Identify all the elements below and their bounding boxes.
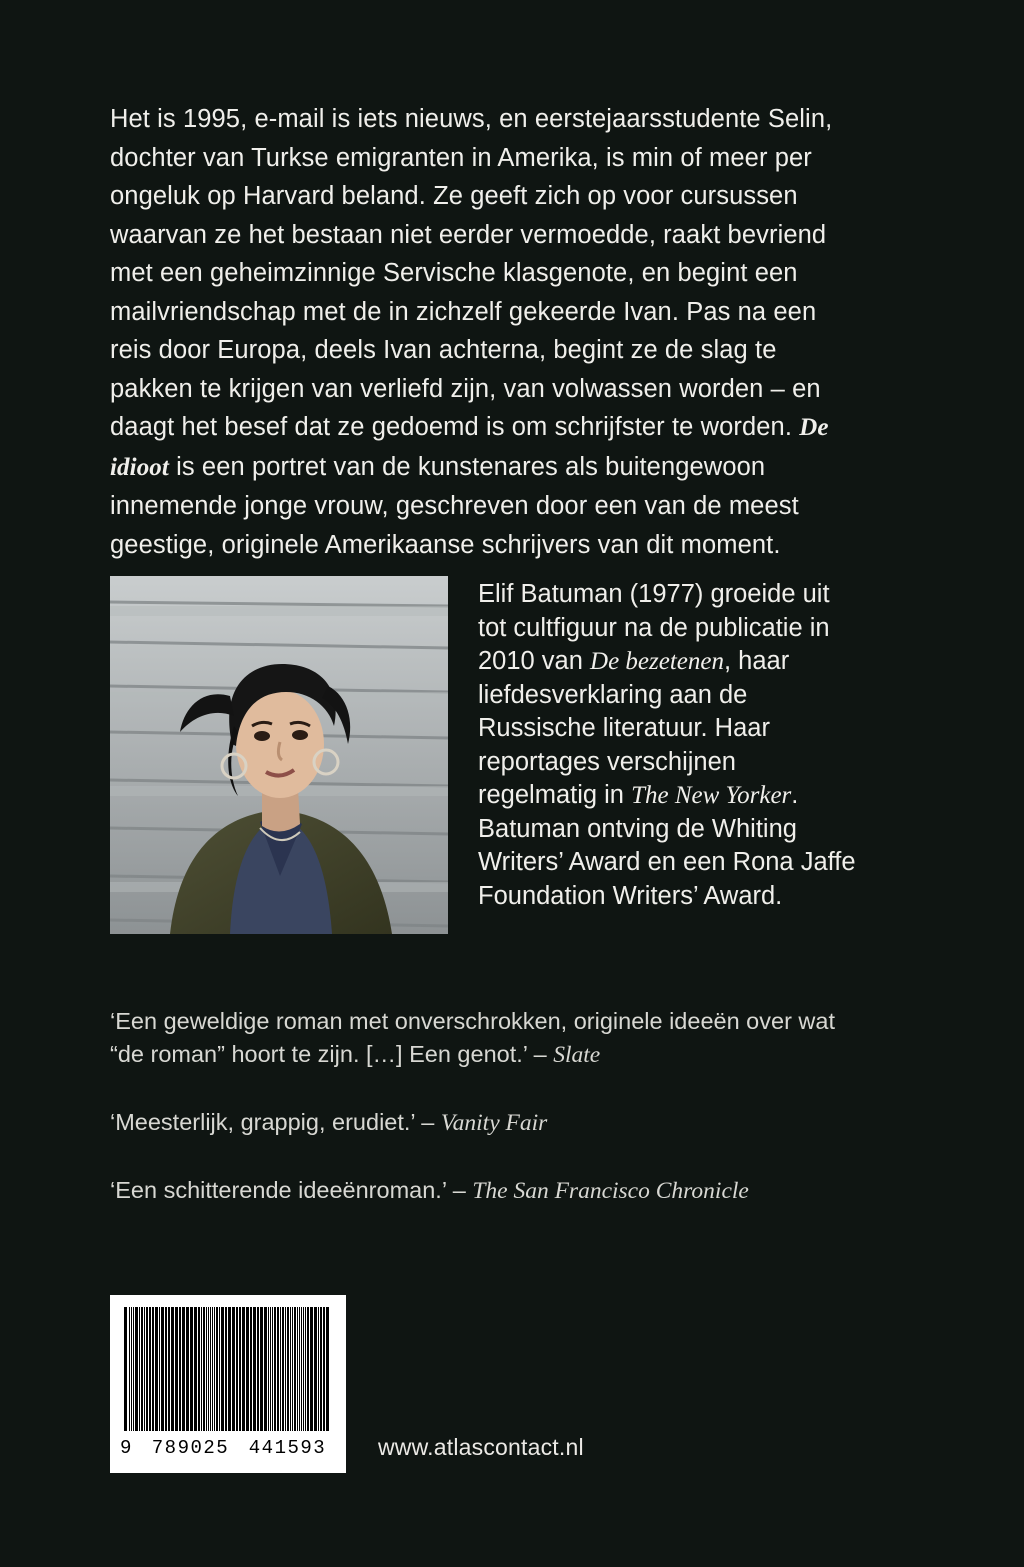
barcode-bar xyxy=(274,1307,276,1431)
quote-source: Vanity Fair xyxy=(440,1110,548,1136)
barcode-bar xyxy=(305,1307,306,1431)
quote-text: ‘Meesterlijk, grappig, erudiet.’ – xyxy=(110,1109,441,1135)
barcode-bar xyxy=(297,1307,298,1431)
barcode-bar xyxy=(216,1307,218,1431)
barcode-bar xyxy=(152,1307,154,1431)
barcode-bar xyxy=(232,1307,235,1431)
author-portrait-illustration xyxy=(110,576,448,934)
barcode-bar xyxy=(133,1307,134,1431)
barcode-bar xyxy=(198,1307,200,1431)
barcode-bar xyxy=(285,1307,286,1431)
barcode-bar xyxy=(246,1307,249,1431)
quote-text: ‘Een geweldige roman met onverschrokken, originele ideeën over wat “de roman” hoort te zijn. […] Een genot.’ – xyxy=(110,1008,835,1067)
quote-source: The San Francisco Chronicle xyxy=(472,1178,749,1204)
barcode-bar xyxy=(257,1307,259,1431)
barcode-bar xyxy=(146,1307,148,1431)
barcode-bar xyxy=(225,1307,227,1431)
barcode-bar xyxy=(301,1307,302,1431)
barcode-bar xyxy=(210,1307,211,1431)
barcode-bar xyxy=(141,1307,143,1431)
barcode-bar xyxy=(282,1307,284,1431)
barcode-bar xyxy=(190,1307,193,1431)
barcode-bar xyxy=(214,1307,215,1431)
barcode-bar xyxy=(307,1307,309,1431)
barcode-bar xyxy=(175,1307,178,1431)
barcode-bar xyxy=(131,1307,132,1431)
barcode-bar xyxy=(242,1307,245,1431)
author-bio xyxy=(478,578,858,913)
barcode-bar xyxy=(179,1307,181,1431)
barcode-bar xyxy=(277,1307,279,1431)
barcode-bar xyxy=(280,1307,281,1431)
author-bio-italic-title-1: De bezetenen xyxy=(590,648,724,675)
barcode-bar xyxy=(253,1307,256,1431)
quote-text: ‘Een schitterende ideeënroman.’ – xyxy=(110,1177,473,1203)
barcode-bar xyxy=(260,1307,263,1431)
barcode-bar xyxy=(186,1307,189,1431)
barcode-digits xyxy=(120,1433,336,1463)
barcode-bar xyxy=(239,1307,241,1431)
barcode-bar xyxy=(165,1307,167,1431)
barcode-bar xyxy=(139,1307,140,1431)
barcode-bar xyxy=(129,1307,130,1431)
barcode-bar xyxy=(270,1307,271,1431)
author-bio-italic-title-2: The New Yorker xyxy=(631,782,792,809)
barcode-bar xyxy=(228,1307,231,1431)
barcode-bar xyxy=(201,1307,202,1431)
barcode-bar xyxy=(292,1307,293,1431)
book-blurb xyxy=(110,100,840,564)
barcode-bar xyxy=(326,1307,329,1431)
barcode-bar xyxy=(212,1307,213,1431)
barcode-bar xyxy=(264,1307,267,1431)
review-quote xyxy=(110,1005,870,1072)
barcode-bar xyxy=(219,1307,220,1431)
barcode-bar xyxy=(124,1307,127,1431)
barcode-bar xyxy=(194,1307,197,1431)
barcode-bar xyxy=(272,1307,273,1431)
blurb-title-italic: De idioot xyxy=(110,414,829,481)
barcode-bar xyxy=(303,1307,304,1431)
publisher-website[interactable]: www.atlascontact.nl xyxy=(378,1434,584,1460)
review-quotes xyxy=(110,1005,870,1208)
author-bio-part3: . Batuman ontving de Whiting Writers’ Award en een Rona Jaffe Foundation Writers’ Award. xyxy=(478,781,856,910)
barcode-bar xyxy=(314,1307,317,1431)
barcode-bar xyxy=(290,1307,291,1431)
barcode-bar xyxy=(203,1307,205,1431)
barcode-bar xyxy=(323,1307,325,1431)
barcode-bars xyxy=(124,1307,332,1431)
barcode-bar xyxy=(294,1307,296,1431)
barcode-bar xyxy=(171,1307,174,1431)
barcode-bar xyxy=(268,1307,269,1431)
barcode-bar xyxy=(236,1307,238,1431)
review-quote xyxy=(110,1174,870,1208)
author-bio-part2: , haar liefdesverklaring aan de Russische literatuur. Haar reportages verschijnen regelmatig in xyxy=(478,647,790,809)
barcode-bar xyxy=(221,1307,224,1431)
barcode-group-2: 441593 xyxy=(248,1437,327,1459)
barcode-bar xyxy=(208,1307,209,1431)
author-bio-part1: Elif Batuman (1977) groeide uit tot cultfiguur na de publicatie in 2010 van xyxy=(478,580,830,675)
barcode-digit-left: 9 xyxy=(120,1437,133,1459)
barcode-bar xyxy=(168,1307,170,1431)
blurb-text: Het is 1995, e-mail is iets nieuws, en eerstejaarsstudente Selin, dochter van Turkse emigranten in Amerika, is min of meer per ongeluk op Harvard beland. Ze geeft zich op voor cursussen waarvan ze het bestaan niet eerder vermoedde, raakt bevriend met een geheimzinnige Servische klasgenote, en begint een mailvriendschap met de in zichzelf gekeerde Ivan. Pas na een reis door Europa, deels Ivan achterna, begint ze de slag te pakken te krijgen van verliefd zijn, van volwassen worden – en daagt het besef dat ze gedoemd is om schrijfster te worden. xyxy=(110,105,833,441)
barcode-bar xyxy=(320,1307,322,1431)
barcode-bar xyxy=(182,1307,185,1431)
quote-source: Slate xyxy=(553,1042,601,1068)
barcode-bar xyxy=(299,1307,300,1431)
barcode-bar xyxy=(206,1307,207,1431)
barcode-bar xyxy=(144,1307,145,1431)
review-quote xyxy=(110,1106,870,1140)
barcode-bar xyxy=(149,1307,151,1431)
barcode-bar xyxy=(250,1307,252,1431)
barcode-bar xyxy=(135,1307,138,1431)
barcode-bar xyxy=(287,1307,289,1431)
blurb-text-tail: is een portret van de kunstenares als buitengewoon innemende jonge vrouw, geschreven door een van de meest geestige, originele Amerikaanse schrijvers van dit moment. xyxy=(110,452,799,559)
author-photo xyxy=(110,576,448,934)
barcode-bar xyxy=(155,1307,158,1431)
barcode-group-1: 789025 xyxy=(151,1437,230,1459)
barcode-bar xyxy=(310,1307,313,1431)
barcode-bar xyxy=(161,1307,164,1431)
barcode xyxy=(110,1295,346,1473)
barcode-bar xyxy=(318,1307,319,1431)
barcode-bar xyxy=(159,1307,160,1431)
